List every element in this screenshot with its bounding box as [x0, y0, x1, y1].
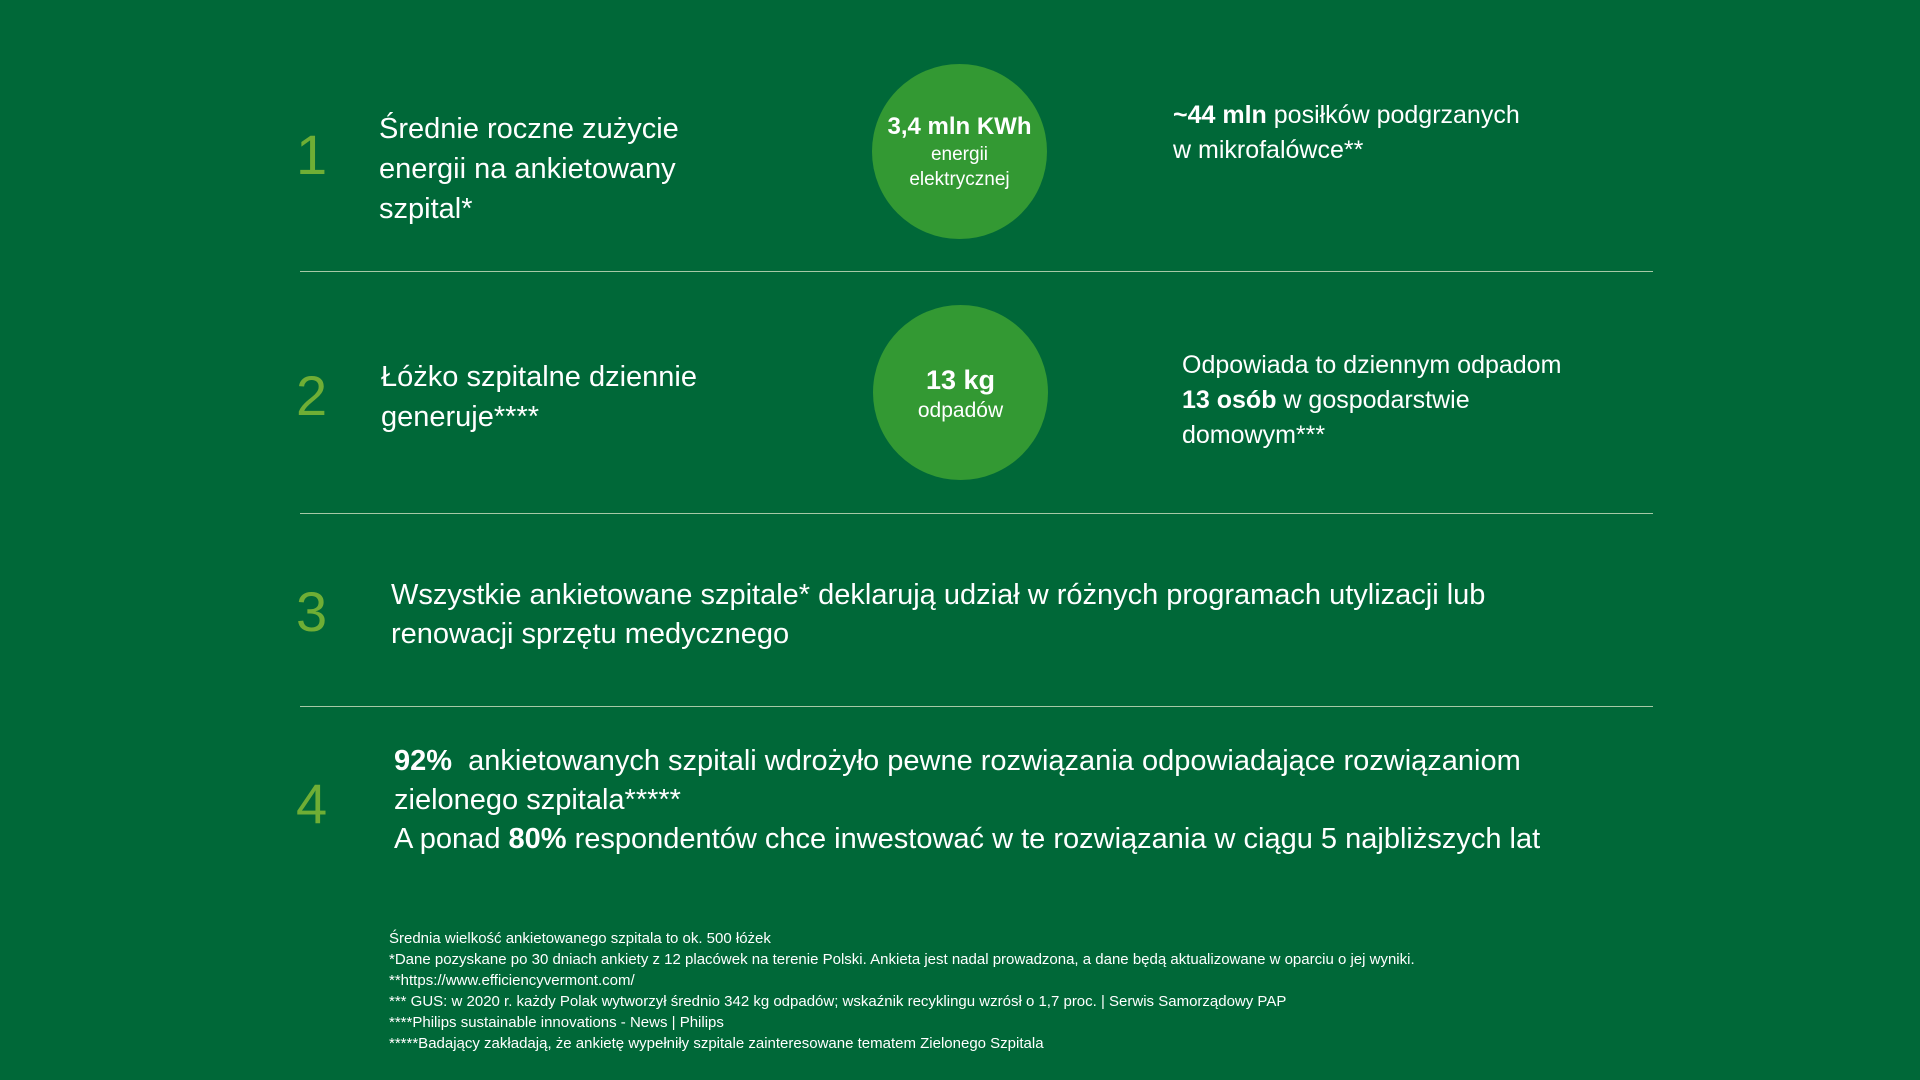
row-number-3: 3: [296, 580, 328, 643]
row-1-stat-unit-line-1: energii: [930, 143, 989, 165]
row-2-comparison-line-3: domowym***: [1182, 421, 1326, 449]
row-1-stat-unit-line-2: elektrycznej: [909, 168, 1010, 190]
row-1-description: [379, 109, 679, 229]
row-4-text-2: zielonego szpitala*****: [394, 784, 681, 816]
row-2-stat-unit: odpadów: [917, 399, 1004, 422]
row-4-text-1: ankietowanych szpitali wdrożyło pewne rozwiązania odpowiadające rozwiązaniom: [452, 745, 1521, 777]
row-number-2: 2: [296, 364, 328, 427]
footnote-5: *****Badający zakładają, że ankietę wypełniły szpitale zainteresowane tematem Zielonego Szpitala: [389, 1035, 1044, 1052]
row-1-line-3: szpital*: [379, 193, 473, 225]
row-2-comparison-line-1: Odpowiada to dziennym odpadom: [1182, 351, 1562, 379]
row-3-line-2: renowacji sprzętu medycznego: [391, 618, 790, 650]
row-2-comparison: [1182, 348, 1561, 453]
footnote-3: *** GUS: w 2020 r. każdy Polak wytworzył średnio 342 kg odpadów; wskaźnik recyklingu wzrósł o 1,7 proc. | Serwis Samorządowy PAP: [389, 993, 1287, 1010]
divider-2: [300, 513, 1653, 514]
row-2-description: [381, 357, 697, 437]
row-4-highlight-1: 92%: [394, 745, 453, 777]
footnote-0: Średnia wielkość ankietowanego szpitala to ok. 500 łóżek: [389, 930, 771, 947]
row-3-line-1: Wszystkie ankietowane szpitale* deklarują udział w różnych programach utylizacji lub: [391, 579, 1486, 611]
footnote-4: ****Philips sustainable innovations - News | Philips: [389, 1014, 724, 1031]
row-1-comparison: [1173, 98, 1520, 168]
footnote-2: **https://www.efficiencyvermont.com/: [389, 972, 635, 989]
row-1-comparison-text: posiłków podgrzanych: [1266, 101, 1520, 129]
row-1-line-1: Średnie roczne zużycie: [379, 113, 679, 145]
row-4-statement: [394, 742, 1540, 859]
row-4-text-3a: A ponad: [394, 823, 509, 855]
row-3-statement: [391, 576, 1485, 654]
row-number-4: 4: [296, 772, 328, 835]
row-1-stat-value: 3,4 mln KWh: [887, 112, 1032, 140]
row-2-comparison-highlight: 13 osób: [1182, 386, 1277, 414]
row-1-comparison-highlight: ~44 mln: [1173, 101, 1267, 129]
row-4-highlight-2: 80%: [508, 823, 567, 855]
row-2-comparison-text: w gospodarstwie: [1276, 386, 1470, 414]
divider-1: [300, 271, 1653, 272]
row-4-text-3b: respondentów chce inwestować w te rozwiązania w ciągu 5 najbliższych lat: [566, 823, 1541, 855]
row-number-1: 1: [296, 123, 328, 186]
row-2-line-1: Łóżko szpitalne dziennie: [381, 361, 697, 393]
row-1-line-2: energii na ankietowany: [379, 153, 676, 185]
row-2-stat-circle: [873, 305, 1048, 480]
footnotes: [389, 928, 1415, 1054]
footnote-1: *Dane pozyskane po 30 dniach ankiety z 12 placówek na terenie Polski. Ankieta jest nadal prowadzona, a dane będą aktualizowane w oparciu o jej wyniki.: [389, 951, 1415, 968]
row-1-comparison-line-2: w mikrofalówce**: [1173, 136, 1364, 164]
row-2-stat-value: 13 kg: [925, 365, 996, 395]
row-2-line-2: generuje****: [381, 401, 540, 433]
row-1-stat-circle: [872, 64, 1047, 239]
divider-3: [300, 706, 1653, 707]
